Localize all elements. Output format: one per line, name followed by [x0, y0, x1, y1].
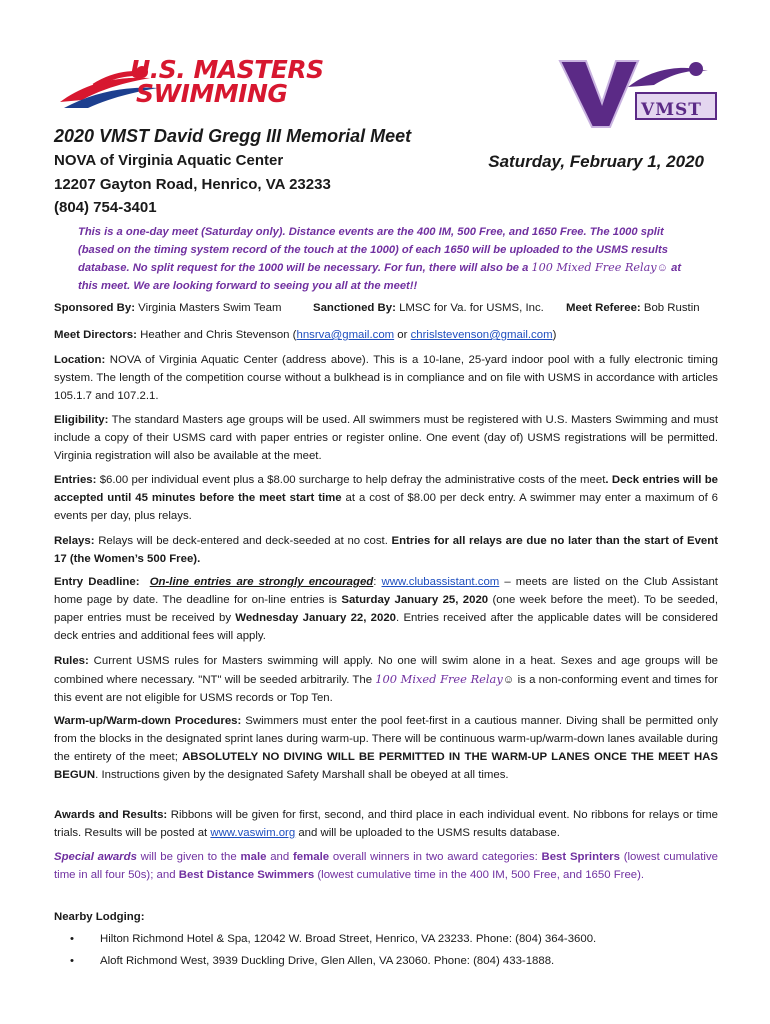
- smiley-icon: ☺: [502, 674, 515, 686]
- awards-section: Awards and Results: Ribbons will be given for first, second, and third place in each individual event. No ribbons for relays or time trials. Results will be posted at www.vaswim.org and will be uploaded to the USMS results database.: [54, 809, 718, 839]
- relays-section: Relays: Relays will be deck-entered and deck-seeded at no cost. Entries for all relays are due no later than the start of Event 17 (the Women’s 500 Free).: [54, 535, 718, 565]
- meet-title: 2020 VMST David Gregg III Memorial Meet: [54, 126, 412, 146]
- email-link-hnsrva[interactable]: hnsrva@gmail.com: [296, 329, 395, 341]
- intro-paragraph: This is a one-day meet (Saturday only). Distance events are the 400 IM, 500 Free, and 1650 Free. The 1000 split (based on the timing system record of the touch at the 1000) of each 1650 will be uploaded to the USMS results database. No split request for the 1000 will be necessary. For fun, there will also be a 100 Mixed Free Relay☺ at this meet. We are looking forward to seeing you all at the meet!!: [78, 226, 682, 292]
- venue-phone: (804) 754-3401: [54, 199, 157, 216]
- special-awards-section: Special awards will be given to the male and female overall winners in two award categories: Best Sprinters (lowest cumulative time in all four 50s); and Best Distance Swimmers (lowest cumulative time in the 400 IM, 500 Free, and 1650 Free).: [54, 851, 718, 881]
- clubassistant-link[interactable]: www.clubassistant.com: [381, 576, 500, 588]
- bullet-icon: •: [70, 933, 74, 945]
- warmup-section: Warm-up/Warm-down Procedures: Swimmers must enter the pool feet-first in a cautious manner. Diving shall be permitted only from the blocks in the designated sprint lanes during warm-up. There will be continuous warm-up/warm-down lanes available during the entirety of the meet; ABSOLUTELY NO DIVING WILL BE PERMITTED IN THE WARM-UP LANES ONCE THE MEET HAS BEGUN. Instructions given by the designated Safety Marshall shall be obeyed at all times.: [54, 715, 718, 781]
- entry-deadline-section: Entry Deadline: On-line entries are strongly encouraged: www.clubassistant.com – meets are listed on the Club Assistant home page by date. The deadline for on-line entries is Saturday January 25, 2020 (one week before the meet). To be seeded, paper entries must be received by Wednesday January 22, 2020. Entries received after the applicable dates will be considered deck entries and additional fees will apply.: [54, 576, 719, 642]
- usms-wordmark: U.S. MASTERS SWIMMING: [130, 55, 324, 108]
- list-item: • Hilton Richmond Hotel & Spa, 12042 W. Broad Street, Henrico, VA 23233. Phone: (804) 364-3600.: [70, 928, 596, 950]
- location-section: Location: NOVA of Virginia Aquatic Center (address above). This is a 10-lane, 25-yard indoor pool with a fully electronic timing system. The length of the competition course without a bulkhead is in compliance and on file with USMS in accordance with articles 105.1.7 and 107.2.1.: [54, 354, 718, 402]
- smiley-icon: ☺: [656, 262, 669, 274]
- sanctioned-by: Sanctioned By: LMSC for Va. for USMS, Inc.: [313, 302, 544, 314]
- lodging-list: [70, 928, 596, 972]
- list-item: • Aloft Richmond West, 3939 Duckling Drive, Glen Allen, VA 23060. Phone: (804) 433-1888.: [70, 950, 596, 972]
- entries-section: Entries: $6.00 per individual event plus a $8.00 surcharge to help defray the administrative costs of the meet. Deck entries will be accepted until 45 minutes before the meet start time at a cost of $8.00 per deck entry. A swimmer may enter a maximum of 6 events per day, plus relays.: [54, 474, 718, 522]
- vmst-wordmark: VMST: [641, 100, 702, 120]
- venue-address: 12207 Gayton Road, Henrico, VA 23233: [54, 176, 331, 193]
- nearby-lodging-heading: Nearby Lodging:: [54, 911, 145, 923]
- sponsored-by: Sponsored By: Virginia Masters Swim Team: [54, 302, 282, 314]
- relay-name: 100 Mixed Free Relay: [531, 261, 657, 274]
- meet-date: Saturday, February 1, 2020: [488, 152, 704, 171]
- bullet-icon: •: [70, 955, 74, 967]
- eligibility-section: Eligibility: The standard Masters age groups will be used. All swimmers must be registered with U.S. Masters Swimming and must include a copy of their USMS card with paper entries or register online. One event (day of) USMS registrations will be permitted. Virginia registration will also be available at the meet.: [54, 414, 718, 462]
- venue-name: NOVA of Virginia Aquatic Center: [54, 152, 284, 169]
- meet-directors: Meet Directors: Heather and Chris Stevenson (hnsrva@gmail.com or chrislstevenson@gmail.com): [54, 329, 557, 341]
- email-link-chrislstevenson[interactable]: chrislstevenson@gmail.com: [410, 329, 553, 341]
- meet-referee: Meet Referee: Bob Rustin: [566, 302, 700, 314]
- vaswim-link[interactable]: www.vaswim.org: [210, 827, 296, 839]
- rules-section: Rules: Current USMS rules for Masters swimming will apply. No one will swim alone in a heat. Sexes and age groups will be combined where necessary. "NT" will be seeded arbitrarily. The 100 Mixed Free Relay☺ is a non-conforming event and times for this event are not eligible for USMS records or Top Ten.: [54, 655, 718, 704]
